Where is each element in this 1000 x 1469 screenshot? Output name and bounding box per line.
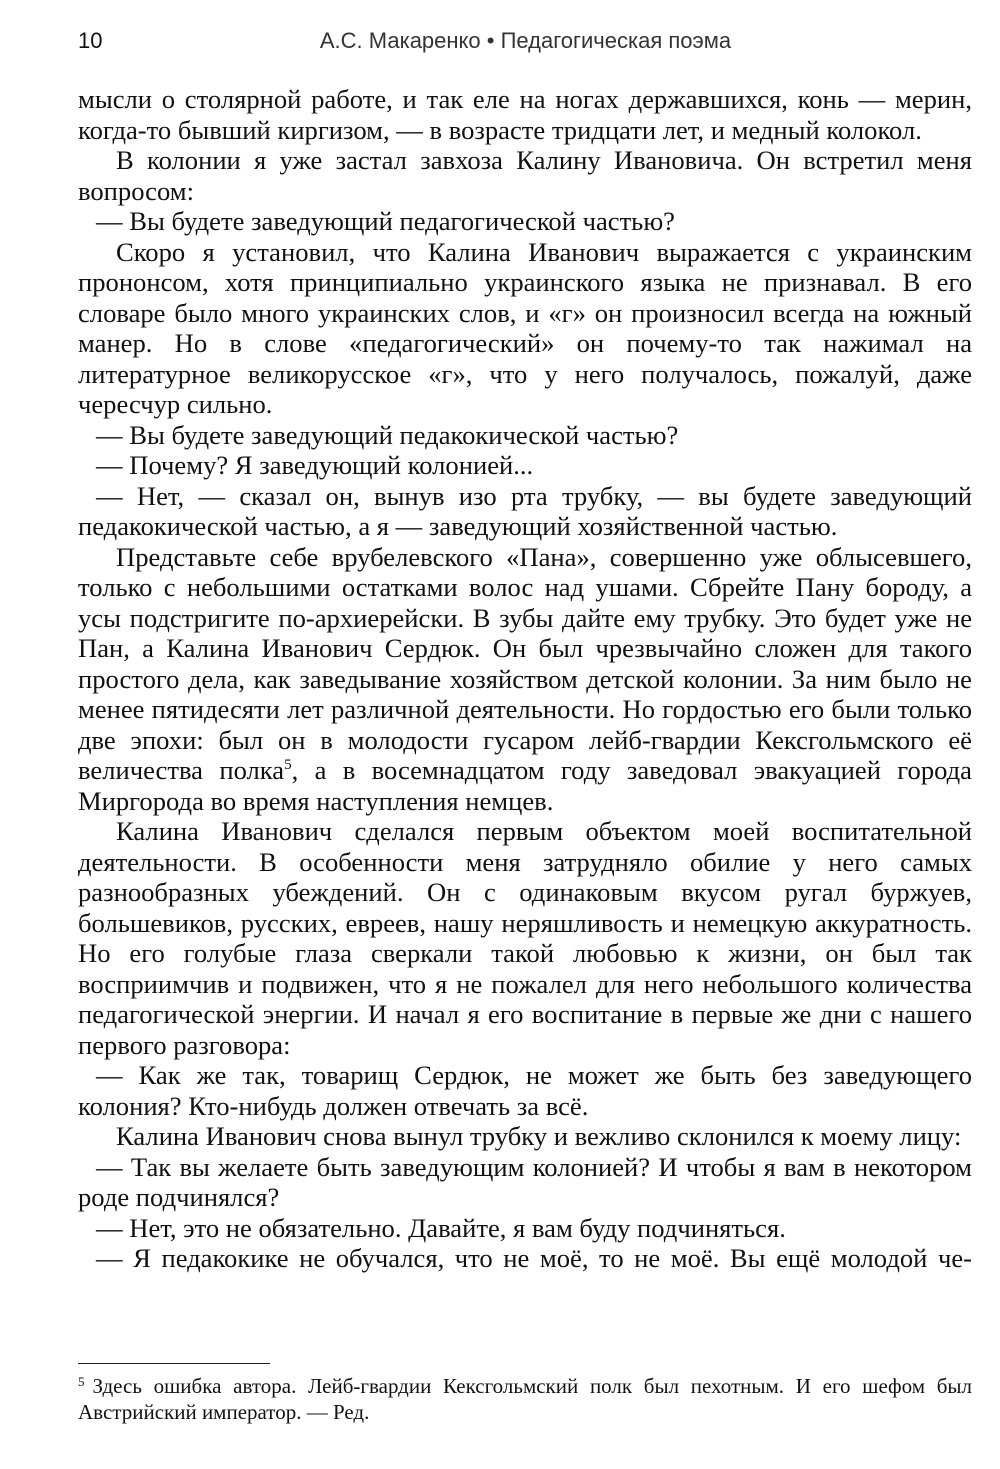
dialog-line: — Я педакокике не обучался, что не моё, то не моё. Вы ещё молодой че- [96, 1243, 972, 1273]
footnote-text: Здесь ошибка автора. Лейб-гвардии Кексгольмский полк был пехотным. И его шефом был Австрийский император. — Ред. [78, 1374, 972, 1424]
running-title: А.С. Макаренко • Педагогическая поэма [319, 28, 732, 53]
paragraph: мысли о столярной работе, и так еле на ногах державшихся, конь — мерин, когда-то бывший киргизом, — в возрасте тридцати лет, и медный колокол. [78, 84, 972, 145]
dialog-line: — Нет, — сказал он, вынув изо рта трубку, — вы будете заведующий педакокической частью, а я — заведующий хозяйственной частью. [78, 480, 972, 541]
paragraph: В колонии я уже застал завхоза Калину Ивановича. Он встретил меня вопросом: [78, 145, 972, 206]
page-header [78, 22, 973, 58]
paragraph: Калина Иванович сделался первым объектом моей воспитательной деятельности. В особенности меня затрудняло обилие у него самых разнообразных убеждений. Он с одинаковым вкусом ругал буржуев, большевиков, русских, евреев, нашу неряшливость и немецкую аккуратность. Но его голубые глаза сверкали такой любовью к жизни, он был так восприимчив и подвижен, что я не пожалел для него небольшого количества педагогической энергии. И начал я его воспитание в первые же дни с нашего первого разговора: [78, 816, 972, 1060]
body-text [78, 84, 972, 1274]
footnote-divider [78, 1363, 270, 1364]
dialog-line: — Вы будете заведующий педакокической частью? [96, 419, 679, 450]
footnote [78, 1373, 972, 1425]
dialog-line: — Почему? Я заведующий колонией... [96, 450, 534, 480]
footnote-reference[interactable]: 5 [284, 757, 292, 773]
paragraph: Представьте себе врубелевского «Пана», совершенно уже облысевшего, только с небольшими остатками волос над ушами. Сбрейте Пану бороду, а усы подстригите по-архиерейски. В зубы дайте ему трубку. Это будет уже не Пан, а Калина Иванович Сердюк. Он был чрезвычайно сложен для такого простого дела, как заведывание хозяйством детской колонии. За ним было не менее пятидесяти лет различной деятельности. Но гордостью его были только две эпохи: был он в молодости гусаром лейб-гвардии Кексгольмского её величества полка$^5$, а в восемнадцатом году заведовал эвакуацией города Миргорода во время наступления немцев. [78, 541, 972, 816]
dialog-line: — Вы будете заведующий педагогической частью? [96, 206, 675, 236]
dialog-line: — Как же так, товарищ Сердюк, не может же быть без заведующего колония? Кто-нибудь должен отвечать за всё. [78, 1060, 972, 1121]
page-number: 10 [78, 28, 103, 53]
paragraph: Калина Иванович снова вынул трубку и вежливо склонился к моему лицу: [116, 1121, 962, 1151]
dialog-line: — Нет, это не обязательно. Давайте, я вам буду подчиняться. [96, 1212, 786, 1243]
paragraph: Скоро я установил, что Калина Иванович выражается с украинским прононсом, хотя принципиально украинского языка не признавал. В его словаре было много украинских слов, и «г» он произносил всегда на южный манер. Но в слове «педагогический» он почему-то так нажимал на литературное великорусское «г», что у него получалось, пожалуй, даже чересчур сильно. [78, 236, 972, 419]
dialog-line: — Так вы желаете быть заведующим колонией? И чтобы я вам в некотором роде подчинялся? [78, 1151, 972, 1212]
footnote-mark: 5 [78, 1374, 85, 1389]
